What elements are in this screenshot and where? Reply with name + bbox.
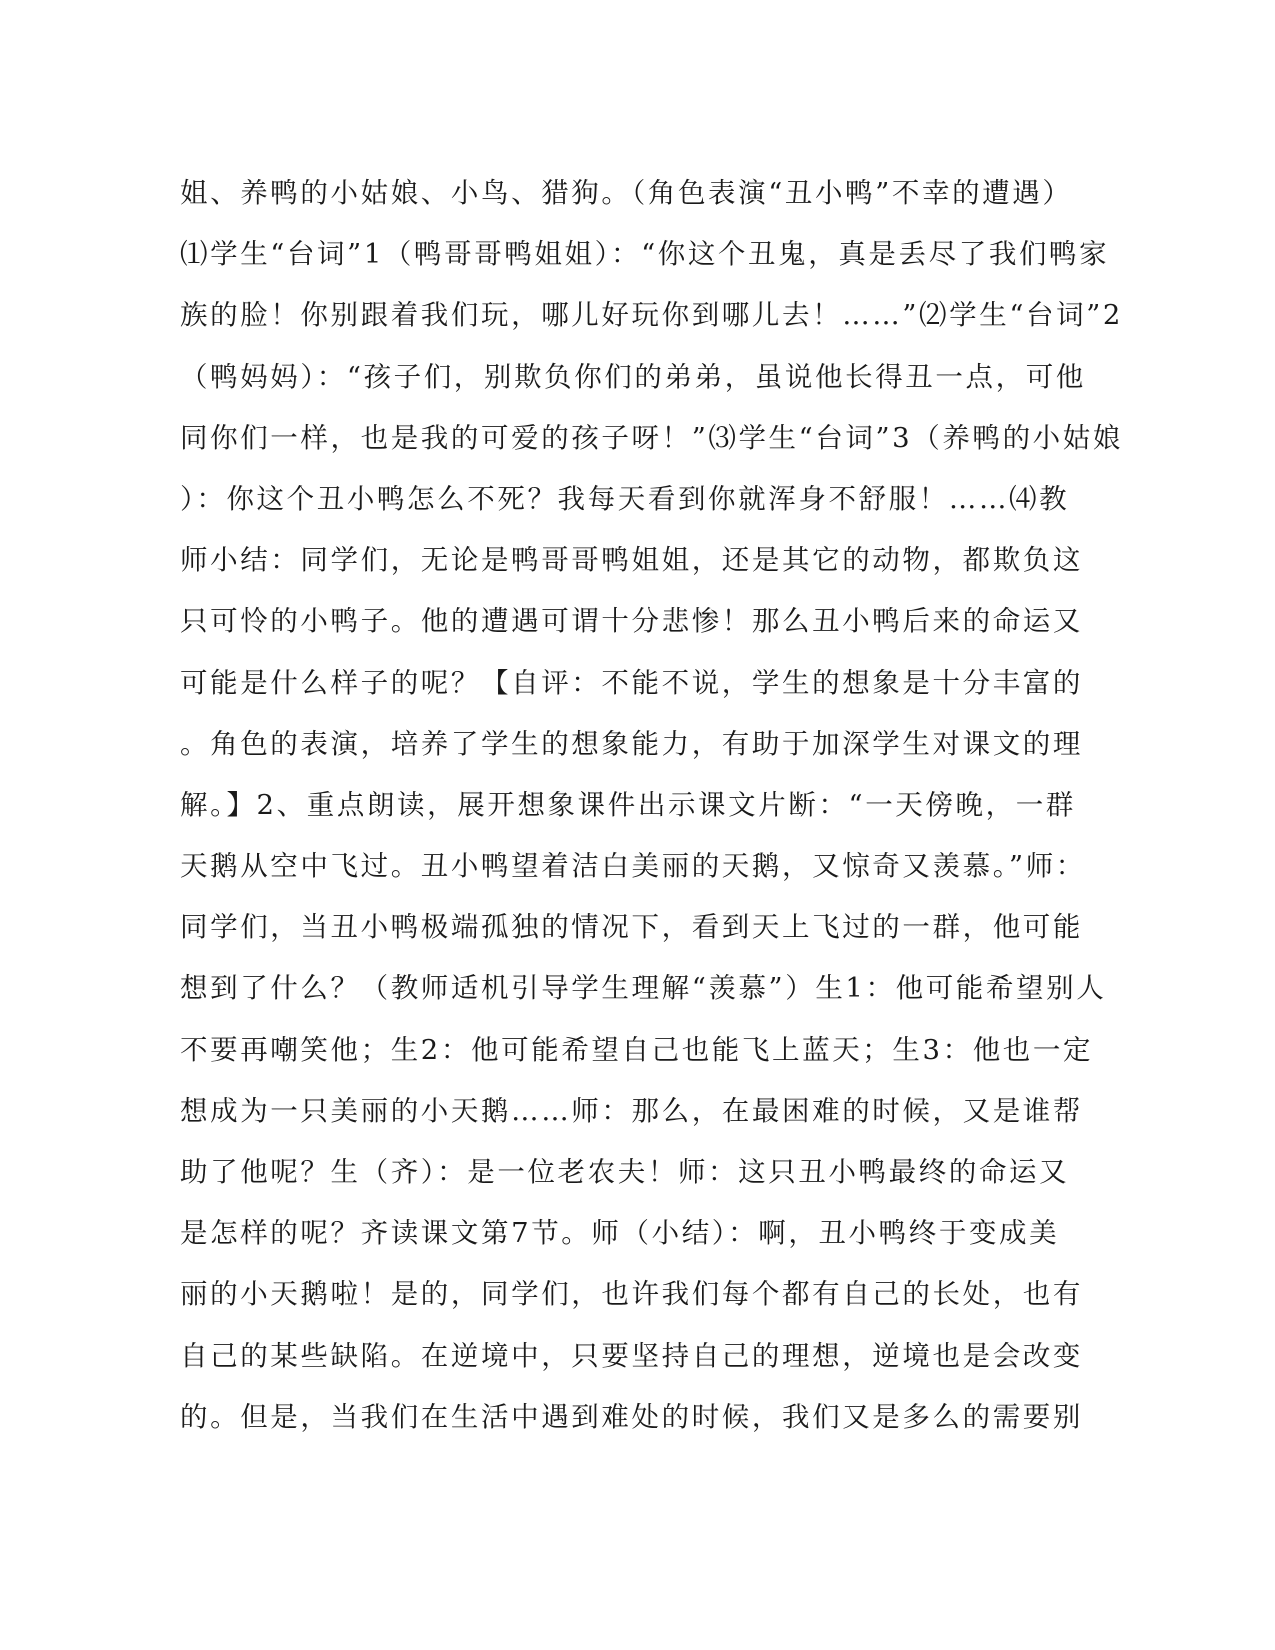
text-line-13: 同学们，当丑小鸭极端孤独的情况下，看到天上飞过的一群，他可能 [180, 911, 1083, 944]
text-line-5: 同你们一样，也是我的可爱的孩子呀！”⑶学生“台词”3（养鸭的小姑娘 [180, 421, 1123, 454]
text-line-9: 可能是什么样子的呢？【自评：不能不说，学生的想象是十分丰富的 [180, 666, 1083, 699]
text-line-3: 族的脸！你别跟着我们玩，哪儿好玩你到哪儿去！……”⑵学生“台词”2 [180, 299, 1123, 332]
text-line-10: 。角色的表演，培养了学生的想象能力，有助于加深学生对课文的理 [180, 727, 1083, 760]
text-line-17: 助了他呢？生（齐）：是一位老农夫！师：这只丑小鸭最终的命运又 [180, 1156, 1070, 1188]
text-line-15: 不要再嘲笑他；生2：他可能希望自己也能飞上蓝天；生3：他也一定 [180, 1033, 1094, 1066]
text-line-12: 天鹅从空中飞过。丑小鸭望着洁白美丽的天鹅，又惊奇又羡慕。”师： [180, 850, 1086, 883]
text-line-18: 是怎样的呢？齐读课文第7节。师（小结）：啊，丑小鸭终于变成美 [180, 1217, 1060, 1250]
text-line-2: ⑴学生“台词”1（鸭哥哥鸭姐姐）：“你这个丑鬼，真是丢尽了我们鸭家 [180, 238, 1110, 271]
text-line-7: 师小结：同学们，无论是鸭哥哥鸭姐姐，还是其它的动物，都欺负这 [180, 544, 1083, 577]
text-line-20: 自己的某些缺陷。在逆境中，只要坚持自己的理想，逆境也是会改变 [180, 1339, 1083, 1372]
text-line-14: 想到了什么？（教师适机引导学生理解“羡慕”）生1：他可能希望别人 [180, 972, 1107, 1005]
text-line-11: 解。】2、重点朗读，展开想象课件出示课文片断：“一天傍晚，一群 [180, 788, 1076, 821]
text-line-19: 丽的小天鹅啦！是的，同学们，也许我们每个都有自己的长处，也有 [180, 1278, 1083, 1311]
text-line-8: 只可怜的小鸭子。他的遭遇可谓十分悲惨！那么丑小鸭后来的命运又 [180, 605, 1083, 638]
text-line-21: 的。但是，当我们在生活中遇到难处的时候，我们又是多么的需要别 [180, 1400, 1083, 1433]
text-line-16: 想成为一只美丽的小天鹅……师：那么，在最困难的时候，又是谁帮 [180, 1094, 1083, 1127]
text-line-1: 姐、养鸭的小姑娘、小鸟、猎狗。（角色表演“丑小鸭”不幸的遭遇） [180, 177, 1073, 209]
text-line-4: （鸭妈妈）：“孩子们，别欺负你们的弟弟，虽说他长得丑一点，可他 [180, 360, 1086, 393]
text-line-6: ）：你这个丑小鸭怎么不死？我每天看到你就浑身不舒服！……⑷教 [180, 482, 1070, 515]
body-text [180, 163, 1123, 1448]
